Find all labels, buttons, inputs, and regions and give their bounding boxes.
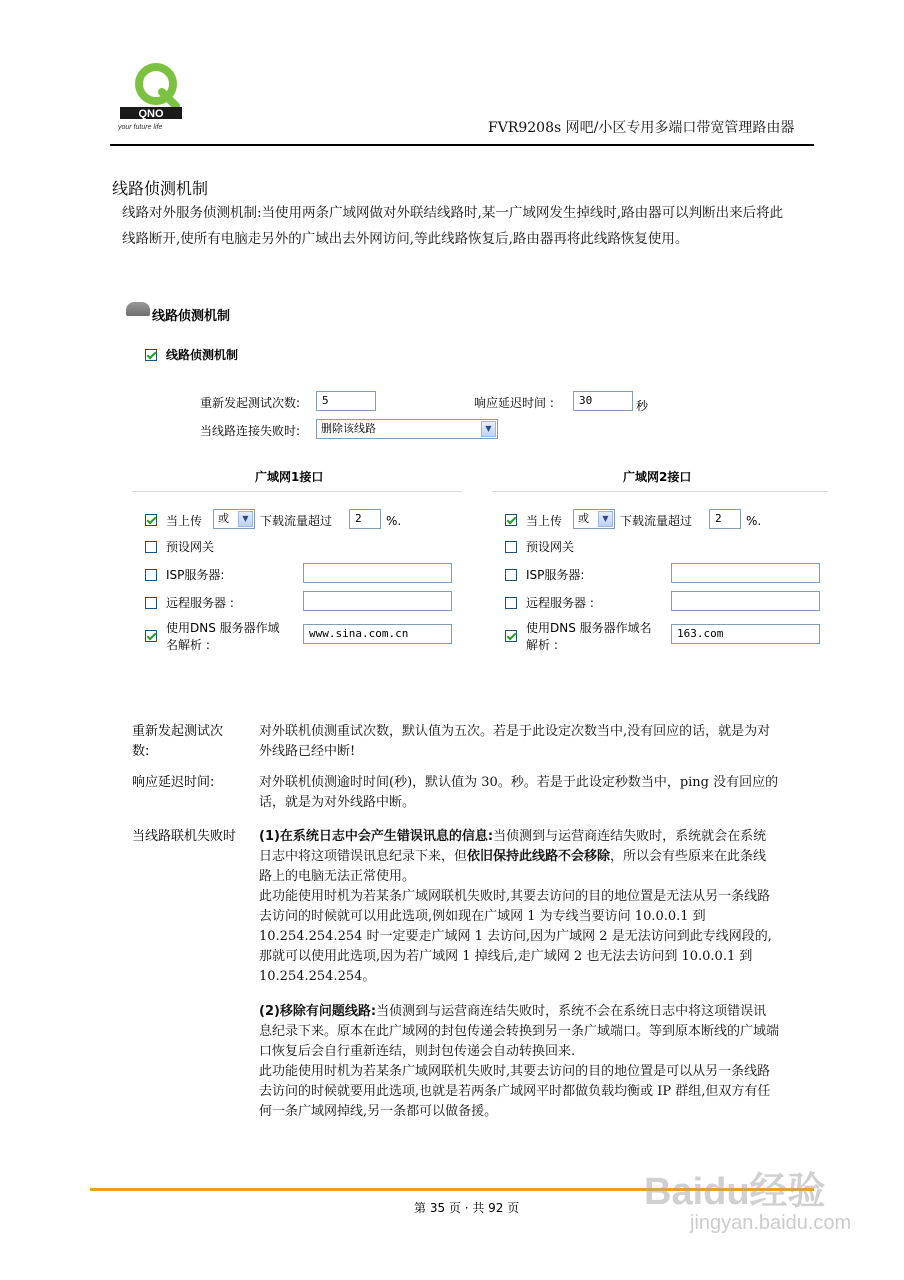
- wan2-dns-checkbox[interactable]: [505, 630, 517, 642]
- wan1-isp-checkbox[interactable]: [145, 569, 157, 581]
- wan2-remote-checkbox[interactable]: [505, 597, 517, 609]
- desc-retry-text: 对外联机侦测重试次数，默认值为五次。若是于此设定次数当中,没有回应的话，就是为对外线路已经中断!: [259, 724, 771, 759]
- desc-option2-title: (2)移除有问题线路:: [259, 1004, 377, 1019]
- enable-detection-checkbox[interactable]: [145, 349, 157, 361]
- desc-option1-title: (1)在系统日志中会产生错误讯息的信息:: [259, 829, 494, 844]
- wan2-or-selected: 或: [578, 512, 589, 525]
- chevron-down-icon: ▼: [238, 511, 253, 527]
- wan2-isp-checkbox[interactable]: [505, 569, 517, 581]
- desc-option1-bold: 依旧保持此线路不会移除: [467, 849, 611, 864]
- response-delay-input[interactable]: 30: [573, 391, 633, 411]
- wan2-remote-input[interactable]: [671, 591, 820, 611]
- wan1-remote-label: 远程服务器 :: [166, 596, 234, 610]
- wan2-isp-label: ISP服务器:: [526, 568, 585, 582]
- wan1-or-selected: 或: [218, 512, 229, 525]
- wan2-gateway-checkbox[interactable]: [505, 541, 517, 553]
- wan1-divider: [132, 491, 462, 492]
- wan1-dns-label-line2: 名解析 :: [166, 638, 210, 652]
- desc-retry-label-line1: 重新发起测试次: [132, 724, 224, 739]
- wan2-title: 广域网2接口: [623, 470, 692, 484]
- desc-option2-para2: 此功能使用时机为若某条广域网联机失败时,其要去访问的目的地位置是可以从另一条线路去访问的时候就要用此选项,也就是若两条广域网平时都做负载均衡或 IP 群组,但双方有任何一条广域网掉线,另一条都可以做备援。: [259, 1064, 771, 1119]
- wan2-isp-input[interactable]: [671, 563, 820, 583]
- wan2-traffic-checkbox[interactable]: [505, 514, 517, 526]
- response-delay-label: 响应延迟时间 :: [474, 396, 554, 410]
- desc-option2: [259, 1002, 779, 1122]
- wan1-title: 广域网1接口: [255, 470, 324, 484]
- enable-detection-label: 线路侦测机制: [166, 348, 239, 362]
- desc-option2-text: 当侦测到与运营商连结失败时，系统不会在系统日志中将这项错误讯息纪录下来。原本在此广域网的封包传递会转换到另一条广域端口。等到原本断线的广域端口恢复后会自行重新连结，则封包传递会自动转换回来.: [259, 1004, 780, 1059]
- wan1-dns-checkbox[interactable]: [145, 630, 157, 642]
- on-failure-select[interactable]: [316, 419, 498, 439]
- section-intro: 线路对外服务侦测机制:当使用两条广域网做对外联结线路时,某一广域网发生掉线时,路由器可以判断出来后将此线路断开,使所有电脑走另外的广域出去外网访问,等此线路恢复后,路由器再将此线路恢复使用。: [122, 205, 784, 247]
- wan2-dns-input[interactable]: 163.com: [671, 624, 820, 644]
- wan2-dns-label-line1: 使用DNS 服务器作域名: [526, 621, 652, 635]
- wan1-traffic-checkbox[interactable]: [145, 514, 157, 526]
- baidu-watermark-url: jingyan.baidu.com: [690, 1212, 852, 1234]
- panel-title: 线路侦测机制: [152, 309, 231, 324]
- svg-text:QNO: QNO: [138, 108, 164, 120]
- section-title: 线路侦测机制: [112, 179, 209, 198]
- desc-option1: [259, 827, 779, 987]
- wan2-divider: [492, 491, 828, 492]
- desc-delay-text: 对外联机侦测逾时时间(秒)，默认值为 30。秒。若是于此设定秒数当中，ping 没有回应的话，就是为对外线路中断。: [259, 775, 779, 810]
- desc-retry-label-line2: 数:: [132, 744, 150, 759]
- wan1-isp-label: ISP服务器:: [166, 568, 225, 582]
- wan1-isp-input[interactable]: [303, 563, 452, 583]
- wan1-percent: %.: [386, 514, 402, 528]
- wan1-threshold-input[interactable]: 2: [349, 509, 381, 529]
- chevron-down-icon: ▼: [481, 421, 496, 437]
- desc-option1-para2: 此功能使用时机为若某条广域网联机失败时,其要去访问的目的地位置是无法从另一条线路去访问的时候就可以用此选项,例如现在广域网 1 为专线当要访问 10.0.0.1 到 10.254.254.254 时一定要走广域网 1 去访问,因为广域网 2 是无法访问到此专线网段的,那就可以使用此选项,因为若广域网 1 掉线后,走广域网 2 也无法去访问到 10.0.0.1 到 10.254.254.254。: [259, 889, 772, 984]
- document-header-title: FVR9208s 网吧/小区专用多端口带宽管理路由器: [488, 120, 795, 136]
- wan1-download-label: 下载流量超过: [260, 514, 333, 528]
- wan1-dns-input[interactable]: www.sina.com.cn: [303, 624, 452, 644]
- chevron-down-icon: ▼: [598, 511, 613, 527]
- on-failure-label: 当线路连接失败时:: [200, 424, 301, 438]
- desc-option1-text-a: 当侦测到与运营商连结失败时，系统就会在系统日志中将这项错误讯息纪录下来，但: [259, 829, 767, 864]
- wan2-upload-label: 当上传: [526, 514, 563, 528]
- retry-count-input[interactable]: 5: [316, 391, 376, 411]
- header-divider: [110, 144, 814, 146]
- logo-tagline: your future life: [118, 124, 163, 131]
- delay-unit: 秒: [636, 399, 649, 413]
- wan1-gateway-label: 预设网关: [166, 540, 215, 554]
- on-failure-selected: 删除该线路: [321, 422, 376, 435]
- wan2-or-select[interactable]: [573, 509, 615, 529]
- retry-count-label: 重新发起测试次数:: [200, 396, 301, 410]
- panel-header-icon: [126, 302, 150, 316]
- wan2-threshold-input[interactable]: 2: [709, 509, 741, 529]
- wan1-upload-label: 当上传: [166, 514, 203, 528]
- wan1-or-select[interactable]: [213, 509, 255, 529]
- wan1-dns-label-line1: 使用DNS 服务器作域: [166, 621, 280, 635]
- wan2-percent: %.: [746, 514, 762, 528]
- desc-fail-label: 当线路联机失败时: [132, 829, 237, 844]
- desc-retry-label: [132, 722, 258, 762]
- baidu-watermark: Baidu经验: [644, 1171, 826, 1213]
- wan2-remote-label: 远程服务器 :: [526, 596, 594, 610]
- qno-logo: [118, 62, 198, 132]
- wan2-download-label: 下载流量超过: [620, 514, 693, 528]
- desc-delay-label: 响应延迟时间:: [132, 775, 215, 790]
- wan2-gateway-label: 预设网关: [526, 540, 575, 554]
- desc-option1-text-b: ，所以会有些原来在此条线路上的电脑无法正常使用。: [259, 849, 767, 884]
- wan1-remote-checkbox[interactable]: [145, 597, 157, 609]
- wan1-remote-input[interactable]: [303, 591, 452, 611]
- wan2-dns-label-line2: 解析 :: [526, 638, 558, 652]
- page-number: 第 35 页 · 共 92 页: [414, 1201, 520, 1215]
- wan1-gateway-checkbox[interactable]: [145, 541, 157, 553]
